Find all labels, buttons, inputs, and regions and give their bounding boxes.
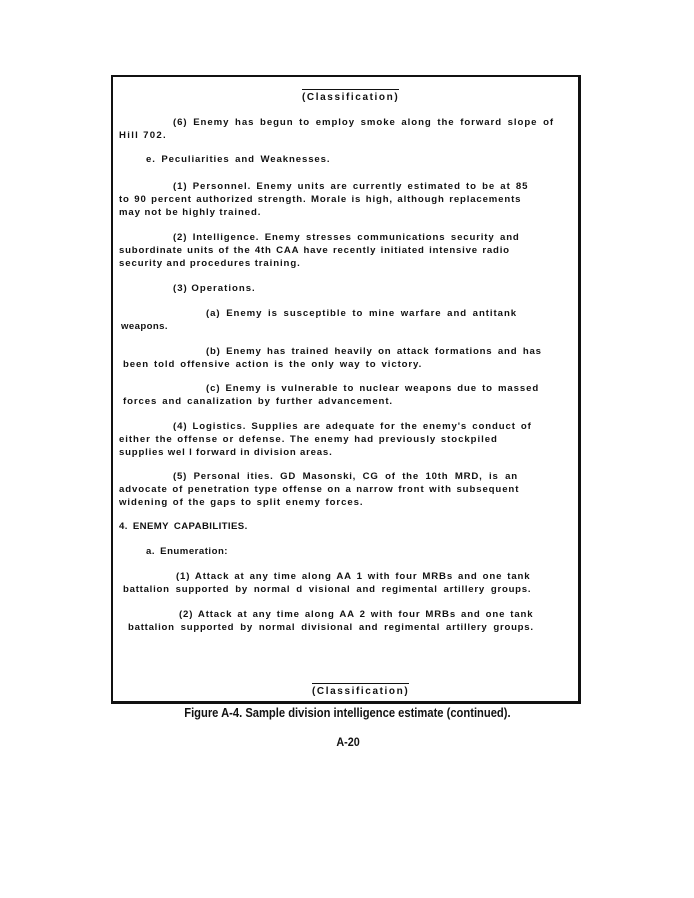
page-number: A-20 (336, 735, 360, 749)
text-line: (5) Personal ities. GD Masonski, CG of the 10th MRD, is an (173, 471, 518, 482)
section-heading: 4. ENEMY CAPABILITIES. (119, 521, 248, 532)
text-line: (a) Enemy is susceptible to mine warfare and antitank (206, 308, 518, 319)
document-frame (111, 75, 581, 704)
section-heading: e. Peculiarities and Weaknesses. (146, 154, 331, 165)
text-line: forces and canalization by further advancement. (123, 396, 393, 407)
text-line: advocate of penetration type offense on a narrow front with subsequent (119, 484, 520, 495)
text-line: battalion supported by normal d visional and regimental artillery groups. (123, 584, 532, 595)
text-line: (1) Attack at any time along AA 1 with four MRBs and one tank (176, 571, 531, 582)
text-line: (1) Personnel. Enemy units are currently estimated to be at 85 (173, 181, 529, 192)
text-line: weapons. (121, 321, 168, 332)
text-line: subordinate units of the 4th CAA have recently initiated intensive radio (119, 245, 510, 256)
classification-top: (Classification) (302, 89, 399, 104)
text-line: supplies wel l forward in division areas. (119, 447, 333, 458)
text-line: to 90 percent authorized strength. Morale is high, although replacements (119, 194, 522, 205)
text-line: either the offense or defense. The enemy had previously stockpiled (119, 434, 498, 445)
section-heading: a. Enumeration: (146, 546, 228, 557)
text-line: (6) Enemy has begun to employ smoke along the forward slope of (173, 117, 555, 128)
text-line: been told offensive action is the only way to victory. (123, 359, 423, 370)
text-line: may not be highly trained. (119, 207, 262, 218)
text-line: security and procedures training. (119, 258, 301, 269)
text-line: (2) Intelligence. Enemy stresses communications security and (173, 232, 520, 243)
text-line: Hill 702. (119, 130, 167, 141)
text-line: (4) Logistics. Supplies are adequate for the enemy's conduct of (173, 421, 532, 432)
text-line: battalion supported by normal divisional and regimental artillery groups. (128, 622, 534, 633)
classification-bottom: (Classification) (312, 683, 409, 698)
text-line: (2) Attack at any time along AA 2 with four MRBs and one tank (179, 609, 534, 620)
text-line: widening of the gaps to split enemy forces. (119, 497, 364, 508)
text-line: (c) Enemy is vulnerable to nuclear weapons due to massed (206, 383, 540, 394)
text-line: (3) Operations. (173, 283, 256, 294)
figure-caption: Figure A-4. Sample division intelligence estimate (continued). (184, 705, 511, 720)
text-line: (b) Enemy has trained heavily on attack formations and has (206, 346, 542, 357)
